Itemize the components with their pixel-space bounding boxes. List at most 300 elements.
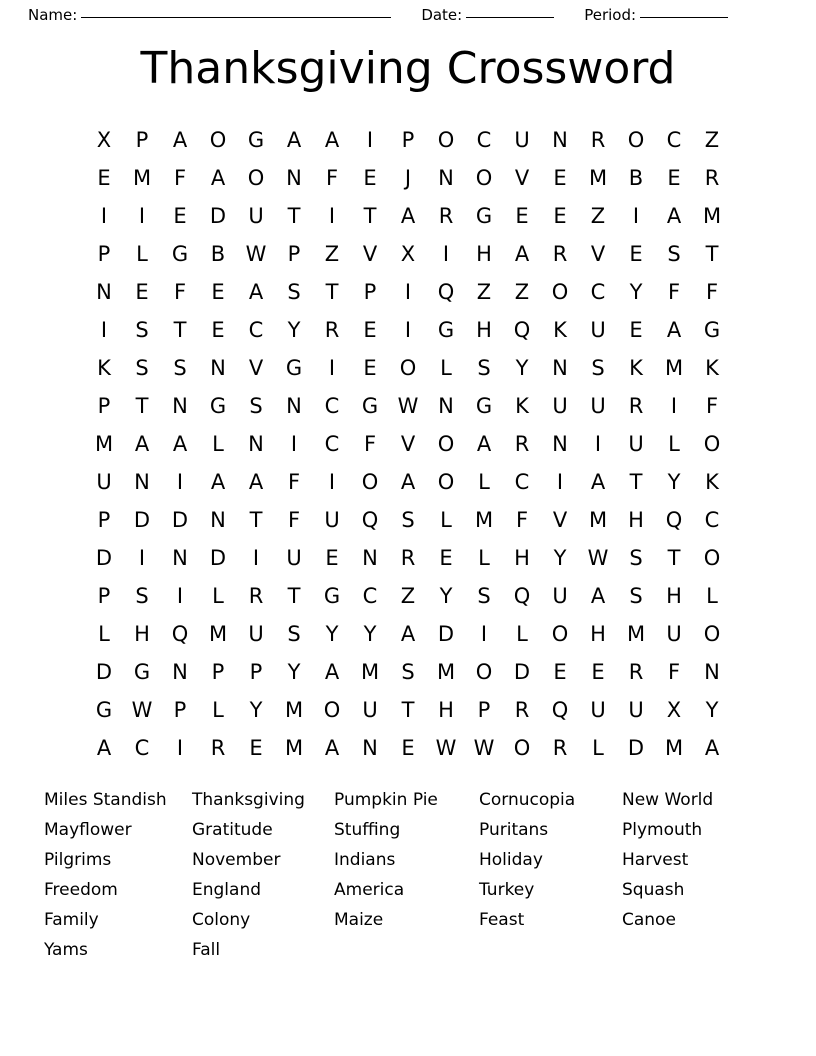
word-list-item[interactable]: Cornucopia: [479, 789, 576, 810]
grid-cell[interactable]: E: [553, 203, 567, 228]
grid-cell[interactable]: R: [552, 735, 568, 760]
grid-cell[interactable]: N: [210, 507, 226, 532]
grid-cell[interactable]: R: [590, 127, 606, 152]
grid-cell[interactable]: F: [173, 279, 187, 304]
word-list-item[interactable]: Turkey: [479, 879, 535, 900]
grid-cell[interactable]: O: [627, 127, 645, 152]
grid-cell[interactable]: L: [440, 507, 452, 532]
grid-cell[interactable]: I: [290, 431, 298, 456]
grid-cell[interactable]: L: [668, 431, 680, 456]
word-list-item[interactable]: Yams: [44, 939, 88, 960]
grid-cell[interactable]: T: [667, 545, 681, 570]
grid-cell[interactable]: D: [95, 659, 113, 684]
grid-cell[interactable]: A: [210, 165, 226, 190]
grid-cell[interactable]: P: [97, 507, 111, 532]
grid-cell[interactable]: I: [138, 545, 146, 570]
grid-cell[interactable]: U: [590, 697, 606, 722]
grid-cell[interactable]: C: [704, 507, 720, 532]
grid-cell[interactable]: E: [591, 659, 605, 684]
word-list-item[interactable]: Pumpkin Pie: [334, 789, 438, 810]
grid-cell[interactable]: S: [629, 545, 643, 570]
grid-cell[interactable]: N: [172, 545, 188, 570]
grid-cell[interactable]: V: [514, 165, 530, 190]
grid-cell[interactable]: A: [666, 203, 682, 228]
grid-cell[interactable]: G: [171, 241, 189, 266]
grid-cell[interactable]: C: [134, 735, 150, 760]
grid-cell[interactable]: M: [664, 735, 684, 760]
grid-cell[interactable]: Q: [361, 507, 379, 532]
grid-cell[interactable]: N: [438, 165, 454, 190]
grid-cell[interactable]: I: [442, 241, 450, 266]
grid-cell[interactable]: A: [400, 469, 416, 494]
grid-cell[interactable]: S: [667, 241, 681, 266]
grid-cell[interactable]: H: [134, 621, 150, 646]
grid-cell[interactable]: M: [664, 355, 684, 380]
grid-cell[interactable]: K: [705, 355, 719, 380]
grid-cell[interactable]: T: [135, 393, 149, 418]
grid-cell[interactable]: S: [287, 621, 301, 646]
grid-cell[interactable]: I: [328, 203, 336, 228]
word-list-item[interactable]: Plymouth: [622, 819, 703, 840]
grid-cell[interactable]: L: [98, 621, 110, 646]
grid-cell[interactable]: P: [363, 279, 377, 304]
grid-cell[interactable]: G: [475, 203, 493, 228]
grid-cell[interactable]: O: [247, 165, 265, 190]
grid-cell[interactable]: O: [437, 469, 455, 494]
word-list-item[interactable]: Thanksgiving: [192, 789, 305, 810]
grid-cell[interactable]: N: [362, 545, 378, 570]
grid-cell[interactable]: A: [324, 127, 340, 152]
grid-cell[interactable]: E: [249, 735, 263, 760]
grid-cell[interactable]: V: [400, 431, 416, 456]
grid-cell[interactable]: D: [513, 659, 531, 684]
grid-cell[interactable]: E: [515, 203, 529, 228]
grid-cell[interactable]: F: [173, 165, 187, 190]
grid-cell[interactable]: R: [324, 317, 340, 342]
grid-cell[interactable]: P: [173, 697, 187, 722]
grid-cell[interactable]: J: [404, 165, 412, 190]
grid-cell[interactable]: P: [97, 583, 111, 608]
word-list-item[interactable]: Feast: [479, 909, 525, 930]
grid-cell[interactable]: X: [96, 127, 112, 152]
grid-cell[interactable]: W: [397, 393, 419, 418]
grid-cell[interactable]: Y: [515, 355, 529, 380]
grid-cell[interactable]: K: [515, 393, 529, 418]
word-list-item[interactable]: Puritans: [479, 819, 549, 840]
grid-cell[interactable]: M: [474, 507, 494, 532]
grid-cell[interactable]: M: [626, 621, 646, 646]
grid-cell[interactable]: I: [100, 203, 108, 228]
grid-cell[interactable]: Q: [665, 507, 683, 532]
word-list-item[interactable]: New World: [622, 789, 714, 810]
grid-cell[interactable]: F: [705, 279, 719, 304]
grid-cell[interactable]: O: [437, 431, 455, 456]
grid-cell[interactable]: O: [475, 659, 493, 684]
word-list-item[interactable]: Pilgrims: [44, 849, 112, 870]
word-list-item[interactable]: Gratitude: [192, 819, 273, 840]
grid-cell[interactable]: H: [590, 621, 606, 646]
grid-cell[interactable]: M: [588, 165, 608, 190]
grid-cell[interactable]: M: [436, 659, 456, 684]
grid-cell[interactable]: C: [666, 127, 682, 152]
word-list-item[interactable]: Stuffing: [334, 819, 401, 840]
grid-cell[interactable]: E: [439, 545, 453, 570]
grid-cell[interactable]: D: [95, 545, 113, 570]
grid-cell[interactable]: I: [670, 393, 678, 418]
word-list-item[interactable]: England: [192, 879, 262, 900]
grid-cell[interactable]: T: [401, 697, 415, 722]
grid-cell[interactable]: L: [136, 241, 148, 266]
word-list-item[interactable]: Colony: [192, 909, 251, 930]
grid-cell[interactable]: I: [556, 469, 564, 494]
grid-cell[interactable]: D: [133, 507, 151, 532]
grid-cell[interactable]: Q: [551, 697, 569, 722]
grid-cell[interactable]: H: [476, 241, 492, 266]
grid-cell[interactable]: I: [594, 431, 602, 456]
grid-cell[interactable]: Y: [363, 621, 377, 646]
word-list-item[interactable]: Squash: [622, 879, 685, 900]
grid-cell[interactable]: R: [628, 659, 644, 684]
grid-cell[interactable]: W: [473, 735, 495, 760]
grid-cell[interactable]: N: [286, 165, 302, 190]
grid-cell[interactable]: R: [514, 697, 530, 722]
grid-cell[interactable]: I: [328, 355, 336, 380]
grid-cell[interactable]: R: [514, 431, 530, 456]
grid-cell[interactable]: H: [628, 507, 644, 532]
grid-cell[interactable]: D: [627, 735, 645, 760]
grid-cell[interactable]: Y: [249, 697, 263, 722]
grid-cell[interactable]: U: [324, 507, 340, 532]
grid-cell[interactable]: E: [363, 165, 377, 190]
grid-cell[interactable]: A: [324, 735, 340, 760]
grid-cell[interactable]: Y: [553, 545, 567, 570]
grid-cell[interactable]: U: [628, 431, 644, 456]
name-blank-line[interactable]: [81, 17, 391, 18]
grid-cell[interactable]: Q: [437, 279, 455, 304]
grid-cell[interactable]: H: [666, 583, 682, 608]
grid-cell[interactable]: A: [590, 469, 606, 494]
grid-cell[interactable]: R: [552, 241, 568, 266]
grid-cell[interactable]: E: [173, 203, 187, 228]
grid-cell[interactable]: Q: [171, 621, 189, 646]
grid-cell[interactable]: U: [590, 317, 606, 342]
grid-cell[interactable]: F: [363, 431, 377, 456]
grid-cell[interactable]: S: [401, 659, 415, 684]
grid-cell[interactable]: O: [703, 545, 721, 570]
grid-cell[interactable]: C: [324, 393, 340, 418]
grid-cell[interactable]: I: [632, 203, 640, 228]
grid-cell[interactable]: R: [628, 393, 644, 418]
word-list-item[interactable]: Holiday: [479, 849, 543, 870]
grid-cell[interactable]: U: [514, 127, 530, 152]
grid-cell[interactable]: V: [590, 241, 606, 266]
date-blank-line[interactable]: [466, 17, 554, 18]
grid-cell[interactable]: Y: [667, 469, 681, 494]
word-list-item[interactable]: Miles Standish: [44, 789, 167, 810]
grid-cell[interactable]: C: [248, 317, 264, 342]
grid-cell[interactable]: Q: [513, 317, 531, 342]
grid-cell[interactable]: N: [96, 279, 112, 304]
period-blank-line[interactable]: [640, 17, 728, 18]
grid-cell[interactable]: W: [131, 697, 153, 722]
grid-cell[interactable]: S: [135, 355, 149, 380]
grid-cell[interactable]: G: [361, 393, 379, 418]
grid-cell[interactable]: N: [438, 393, 454, 418]
grid-cell[interactable]: U: [552, 583, 568, 608]
grid-cell[interactable]: T: [705, 241, 719, 266]
grid-cell[interactable]: A: [210, 469, 226, 494]
word-list-item[interactable]: Indians: [334, 849, 396, 870]
grid-cell[interactable]: U: [248, 621, 264, 646]
word-list-item[interactable]: Canoe: [622, 909, 676, 930]
grid-cell[interactable]: C: [324, 431, 340, 456]
grid-cell[interactable]: I: [404, 317, 412, 342]
grid-cell[interactable]: D: [209, 545, 227, 570]
grid-cell[interactable]: F: [705, 393, 719, 418]
grid-cell[interactable]: A: [96, 735, 112, 760]
grid-cell[interactable]: E: [211, 317, 225, 342]
grid-cell[interactable]: L: [440, 355, 452, 380]
word-list-item[interactable]: November: [192, 849, 281, 870]
grid-cell[interactable]: O: [399, 355, 417, 380]
grid-cell[interactable]: E: [553, 165, 567, 190]
grid-cell[interactable]: M: [284, 697, 304, 722]
grid-cell[interactable]: U: [628, 697, 644, 722]
grid-cell[interactable]: P: [211, 659, 225, 684]
grid-cell[interactable]: K: [629, 355, 643, 380]
grid-cell[interactable]: S: [591, 355, 605, 380]
grid-cell[interactable]: L: [212, 583, 224, 608]
grid-cell[interactable]: I: [138, 203, 146, 228]
grid-cell[interactable]: A: [400, 621, 416, 646]
grid-cell[interactable]: P: [287, 241, 301, 266]
grid-cell[interactable]: T: [629, 469, 643, 494]
grid-cell[interactable]: I: [480, 621, 488, 646]
grid-cell[interactable]: E: [135, 279, 149, 304]
grid-cell[interactable]: Q: [513, 583, 531, 608]
word-list-item[interactable]: Mayflower: [44, 819, 132, 840]
grid-cell[interactable]: A: [666, 317, 682, 342]
grid-cell[interactable]: D: [171, 507, 189, 532]
grid-cell[interactable]: O: [475, 165, 493, 190]
grid-cell[interactable]: A: [514, 241, 530, 266]
grid-cell[interactable]: A: [172, 431, 188, 456]
grid-cell[interactable]: G: [133, 659, 151, 684]
grid-cell[interactable]: R: [704, 165, 720, 190]
grid-cell[interactable]: E: [401, 735, 415, 760]
grid-cell[interactable]: Y: [325, 621, 339, 646]
grid-cell[interactable]: M: [208, 621, 228, 646]
grid-cell[interactable]: S: [401, 507, 415, 532]
grid-cell[interactable]: A: [248, 279, 264, 304]
grid-cell[interactable]: O: [703, 621, 721, 646]
grid-cell[interactable]: T: [173, 317, 187, 342]
grid-cell[interactable]: M: [702, 203, 722, 228]
grid-cell[interactable]: Y: [439, 583, 453, 608]
grid-cell[interactable]: N: [172, 393, 188, 418]
word-list-item[interactable]: Maize: [334, 909, 384, 930]
grid-cell[interactable]: E: [363, 317, 377, 342]
grid-cell[interactable]: R: [438, 203, 454, 228]
grid-cell[interactable]: A: [476, 431, 492, 456]
grid-cell[interactable]: A: [134, 431, 150, 456]
grid-cell[interactable]: P: [249, 659, 263, 684]
grid-cell[interactable]: Z: [324, 241, 340, 266]
grid-cell[interactable]: F: [325, 165, 339, 190]
grid-cell[interactable]: C: [476, 127, 492, 152]
grid-cell[interactable]: R: [400, 545, 416, 570]
grid-cell[interactable]: G: [437, 317, 455, 342]
grid-cell[interactable]: T: [287, 583, 301, 608]
grid-cell[interactable]: S: [629, 583, 643, 608]
grid-cell[interactable]: S: [287, 279, 301, 304]
grid-cell[interactable]: S: [173, 355, 187, 380]
grid-cell[interactable]: L: [516, 621, 528, 646]
grid-cell[interactable]: I: [252, 545, 260, 570]
grid-cell[interactable]: H: [438, 697, 454, 722]
grid-cell[interactable]: E: [363, 355, 377, 380]
grid-cell[interactable]: C: [514, 469, 530, 494]
grid-cell[interactable]: N: [552, 127, 568, 152]
grid-cell[interactable]: M: [360, 659, 380, 684]
grid-cell[interactable]: H: [514, 545, 530, 570]
grid-cell[interactable]: I: [176, 469, 184, 494]
grid-cell[interactable]: T: [363, 203, 377, 228]
grid-cell[interactable]: Y: [705, 697, 719, 722]
grid-cell[interactable]: P: [97, 241, 111, 266]
grid-cell[interactable]: A: [590, 583, 606, 608]
grid-cell[interactable]: Y: [287, 659, 301, 684]
grid-cell[interactable]: F: [287, 507, 301, 532]
grid-cell[interactable]: P: [477, 697, 491, 722]
grid-cell[interactable]: Z: [704, 127, 720, 152]
grid-cell[interactable]: C: [362, 583, 378, 608]
grid-cell[interactable]: O: [323, 697, 341, 722]
grid-cell[interactable]: S: [477, 583, 491, 608]
grid-cell[interactable]: Z: [514, 279, 530, 304]
grid-cell[interactable]: E: [667, 165, 681, 190]
grid-cell[interactable]: B: [210, 241, 226, 266]
grid-cell[interactable]: T: [249, 507, 263, 532]
grid-cell[interactable]: L: [706, 583, 718, 608]
grid-cell[interactable]: O: [437, 127, 455, 152]
grid-cell[interactable]: N: [286, 393, 302, 418]
grid-cell[interactable]: R: [248, 583, 264, 608]
grid-cell[interactable]: I: [328, 469, 336, 494]
grid-cell[interactable]: T: [287, 203, 301, 228]
grid-cell[interactable]: C: [590, 279, 606, 304]
grid-cell[interactable]: E: [325, 545, 339, 570]
grid-cell[interactable]: S: [249, 393, 263, 418]
grid-cell[interactable]: G: [703, 317, 721, 342]
grid-cell[interactable]: K: [705, 469, 719, 494]
grid-cell[interactable]: G: [95, 697, 113, 722]
grid-cell[interactable]: N: [362, 735, 378, 760]
grid-cell[interactable]: O: [513, 735, 531, 760]
grid-cell[interactable]: F: [287, 469, 301, 494]
grid-cell[interactable]: D: [209, 203, 227, 228]
grid-cell[interactable]: W: [245, 241, 267, 266]
grid-cell[interactable]: K: [97, 355, 111, 380]
grid-cell[interactable]: R: [210, 735, 226, 760]
grid-cell[interactable]: V: [248, 355, 264, 380]
grid-cell[interactable]: E: [97, 165, 111, 190]
grid-cell[interactable]: S: [135, 583, 149, 608]
grid-cell[interactable]: E: [553, 659, 567, 684]
grid-cell[interactable]: M: [588, 507, 608, 532]
grid-cell[interactable]: E: [629, 317, 643, 342]
grid-cell[interactable]: O: [209, 127, 227, 152]
grid-cell[interactable]: U: [96, 469, 112, 494]
grid-cell[interactable]: F: [667, 279, 681, 304]
word-list-item[interactable]: Freedom: [44, 879, 118, 900]
grid-cell[interactable]: N: [210, 355, 226, 380]
grid-cell[interactable]: Z: [476, 279, 492, 304]
grid-cell[interactable]: O: [551, 621, 569, 646]
grid-cell[interactable]: N: [134, 469, 150, 494]
grid-cell[interactable]: L: [592, 735, 604, 760]
grid-cell[interactable]: I: [176, 583, 184, 608]
word-list-item[interactable]: Family: [44, 909, 99, 930]
grid-cell[interactable]: I: [366, 127, 374, 152]
word-list-item[interactable]: Harvest: [622, 849, 689, 870]
grid-cell[interactable]: U: [666, 621, 682, 646]
grid-cell[interactable]: Z: [590, 203, 606, 228]
grid-cell[interactable]: U: [362, 697, 378, 722]
grid-cell[interactable]: T: [325, 279, 339, 304]
grid-cell[interactable]: I: [176, 735, 184, 760]
grid-cell[interactable]: N: [704, 659, 720, 684]
grid-cell[interactable]: O: [703, 431, 721, 456]
grid-cell[interactable]: Z: [400, 583, 416, 608]
grid-cell[interactable]: N: [552, 355, 568, 380]
grid-cell[interactable]: L: [478, 545, 490, 570]
grid-cell[interactable]: Y: [287, 317, 301, 342]
grid-cell[interactable]: S: [477, 355, 491, 380]
grid-cell[interactable]: A: [704, 735, 720, 760]
grid-cell[interactable]: O: [551, 279, 569, 304]
grid-cell[interactable]: V: [362, 241, 378, 266]
grid-cell[interactable]: M: [284, 735, 304, 760]
grid-cell[interactable]: G: [475, 393, 493, 418]
grid-cell[interactable]: U: [286, 545, 302, 570]
grid-cell[interactable]: U: [248, 203, 264, 228]
word-list-item[interactable]: Fall: [192, 939, 221, 960]
grid-cell[interactable]: N: [248, 431, 264, 456]
grid-cell[interactable]: A: [400, 203, 416, 228]
grid-cell[interactable]: W: [435, 735, 457, 760]
grid-cell[interactable]: S: [135, 317, 149, 342]
grid-cell[interactable]: F: [515, 507, 529, 532]
grid-cell[interactable]: G: [323, 583, 341, 608]
grid-cell[interactable]: P: [401, 127, 415, 152]
grid-cell[interactable]: B: [628, 165, 644, 190]
grid-cell[interactable]: H: [476, 317, 492, 342]
grid-cell[interactable]: A: [324, 659, 340, 684]
grid-cell[interactable]: X: [400, 241, 416, 266]
grid-cell[interactable]: N: [172, 659, 188, 684]
grid-cell[interactable]: K: [553, 317, 567, 342]
grid-cell[interactable]: L: [212, 431, 224, 456]
grid-cell[interactable]: D: [437, 621, 455, 646]
grid-cell[interactable]: A: [286, 127, 302, 152]
grid-cell[interactable]: M: [94, 431, 114, 456]
grid-cell[interactable]: A: [248, 469, 264, 494]
grid-cell[interactable]: G: [247, 127, 265, 152]
word-list-item[interactable]: America: [334, 879, 405, 900]
grid-cell[interactable]: G: [209, 393, 227, 418]
grid-cell[interactable]: I: [100, 317, 108, 342]
